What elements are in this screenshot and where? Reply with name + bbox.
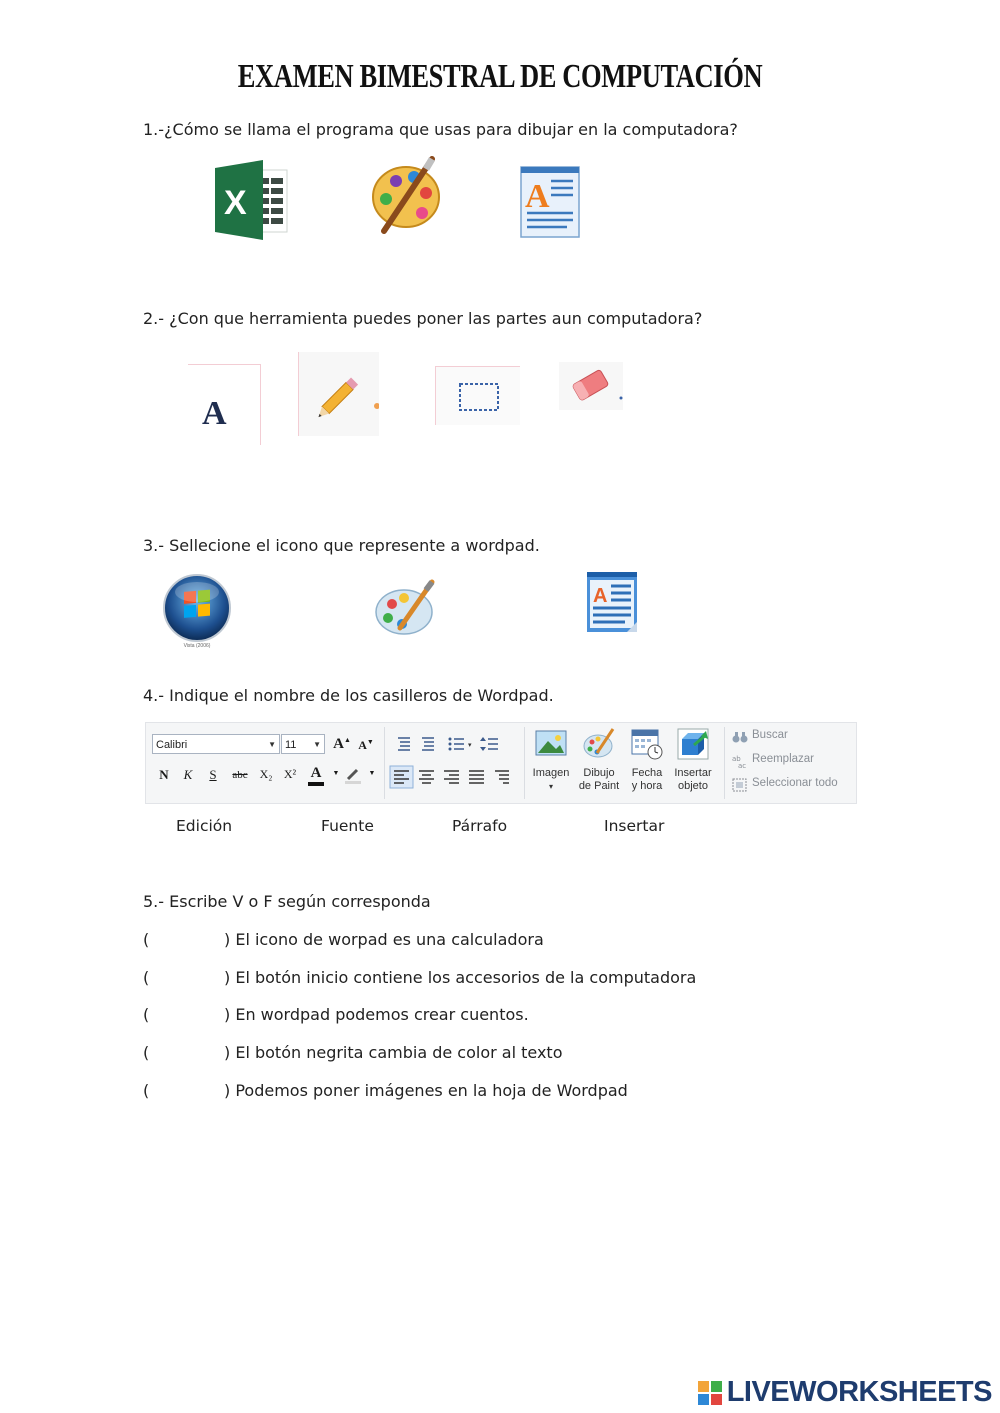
font-size-value: 11 xyxy=(285,739,297,751)
pencil-tool-icon[interactable] xyxy=(298,352,379,436)
underline-button[interactable]: S xyxy=(209,767,217,782)
select-all-button[interactable]: Seleccionar todo xyxy=(752,777,838,789)
chevron-down-icon[interactable]: ▼ xyxy=(368,769,376,777)
replace-button[interactable]: Reemplazar xyxy=(752,753,814,765)
answer-blank[interactable]: ( xyxy=(143,1043,150,1062)
font-name-value: Calibri xyxy=(156,739,188,751)
text-tool-glyph: A xyxy=(202,395,227,432)
alignment-buttons[interactable] xyxy=(389,765,517,789)
paint-icon[interactable] xyxy=(374,578,438,640)
label-edicion: Edición xyxy=(176,817,233,835)
image-icon[interactable] xyxy=(534,729,568,759)
paint-icon[interactable] xyxy=(370,155,442,237)
windows-start-icon[interactable] xyxy=(160,572,234,648)
svg-text:▾: ▾ xyxy=(468,741,472,749)
answer-blank[interactable]: ( xyxy=(143,1005,150,1024)
insert-date-time-button[interactable]: Fecha y hora xyxy=(631,767,663,792)
find-button[interactable]: Buscar xyxy=(752,729,788,741)
answer-blank[interactable]: ( xyxy=(143,1081,150,1100)
label-insertar: Insertar xyxy=(604,817,665,835)
ribbon-separator xyxy=(384,727,385,799)
insert-object-icon[interactable] xyxy=(676,727,710,761)
wordpad-icon[interactable] xyxy=(585,570,639,634)
select-tool-icon[interactable] xyxy=(435,366,520,425)
insert-object-button[interactable]: Insertar objeto xyxy=(674,767,712,792)
subscript-button[interactable]: X₂ xyxy=(259,767,273,781)
font-name-combo[interactable] xyxy=(152,734,280,754)
question-4: 4.- Indique el nombre de los casilleros de Wordpad. xyxy=(143,686,554,705)
bold-button[interactable]: N xyxy=(159,767,169,782)
question-2: 2.- ¿Con que herramienta puedes poner las partes aun computadora? xyxy=(143,309,703,328)
text-tool-icon[interactable] xyxy=(188,364,261,445)
orb-caption: Vista (2006) xyxy=(183,643,211,648)
replace-icon xyxy=(732,753,748,767)
answer-blank[interactable]: ( xyxy=(143,930,150,949)
paint-icon[interactable] xyxy=(582,727,616,761)
question-3: 3.- Sellecione el icono que represente a wordpad. xyxy=(143,536,540,555)
font-size-combo[interactable] xyxy=(281,734,325,754)
chevron-down-icon[interactable]: ▼ xyxy=(332,769,340,777)
liveworksheets-logo-icon xyxy=(698,1381,722,1405)
font-color-button[interactable]: A xyxy=(308,765,324,786)
page-title: EXAMEN BIMESTRAL DE COMPUTACIÓN xyxy=(237,58,763,95)
highlight-icon[interactable] xyxy=(344,767,362,785)
paragraph-indent-list-icons[interactable] xyxy=(392,735,502,753)
superscript-button[interactable]: X² xyxy=(283,767,297,781)
insert-paint-drawing-button[interactable]: Dibujo de Paint xyxy=(578,767,620,792)
svg-text:A: A xyxy=(525,178,550,215)
liveworksheets-logo[interactable]: LIVEWORKSHEETS xyxy=(726,1376,992,1408)
select-all-icon xyxy=(732,777,748,791)
answer-blank[interactable]: ( xyxy=(143,968,150,987)
label-parrafo: Párrafo xyxy=(452,817,508,835)
svg-text:ab: ab xyxy=(732,755,741,763)
svg-text:X: X xyxy=(224,184,247,222)
ribbon-separator xyxy=(724,727,725,799)
svg-text:A: A xyxy=(593,585,608,607)
wordpad-ribbon xyxy=(145,722,857,804)
question-5: 5.- Escribe V o F según corresponda xyxy=(143,892,431,911)
excel-icon[interactable] xyxy=(213,160,291,240)
insert-image-button[interactable]: Imagen ▾ xyxy=(532,767,570,791)
shrink-font-button[interactable]: A▼ xyxy=(358,738,374,752)
svg-text:ac: ac xyxy=(738,762,747,768)
wordpad-icon[interactable] xyxy=(517,163,583,241)
label-fuente: Fuente xyxy=(321,817,374,835)
question-1: 1.-¿Cómo se llama el programa que usas para dibujar en la computadora? xyxy=(143,120,738,139)
eraser-tool-icon[interactable] xyxy=(559,362,623,410)
italic-button[interactable]: K xyxy=(183,767,193,782)
ribbon-separator xyxy=(524,727,525,799)
calendar-clock-icon[interactable] xyxy=(630,727,664,761)
binoculars-icon xyxy=(732,729,748,743)
chevron-down-icon: ▼ xyxy=(268,740,276,749)
strikethrough-button[interactable]: abc xyxy=(232,769,248,781)
chevron-down-icon: ▼ xyxy=(313,740,321,749)
grow-font-button[interactable]: A▲ xyxy=(333,736,351,752)
